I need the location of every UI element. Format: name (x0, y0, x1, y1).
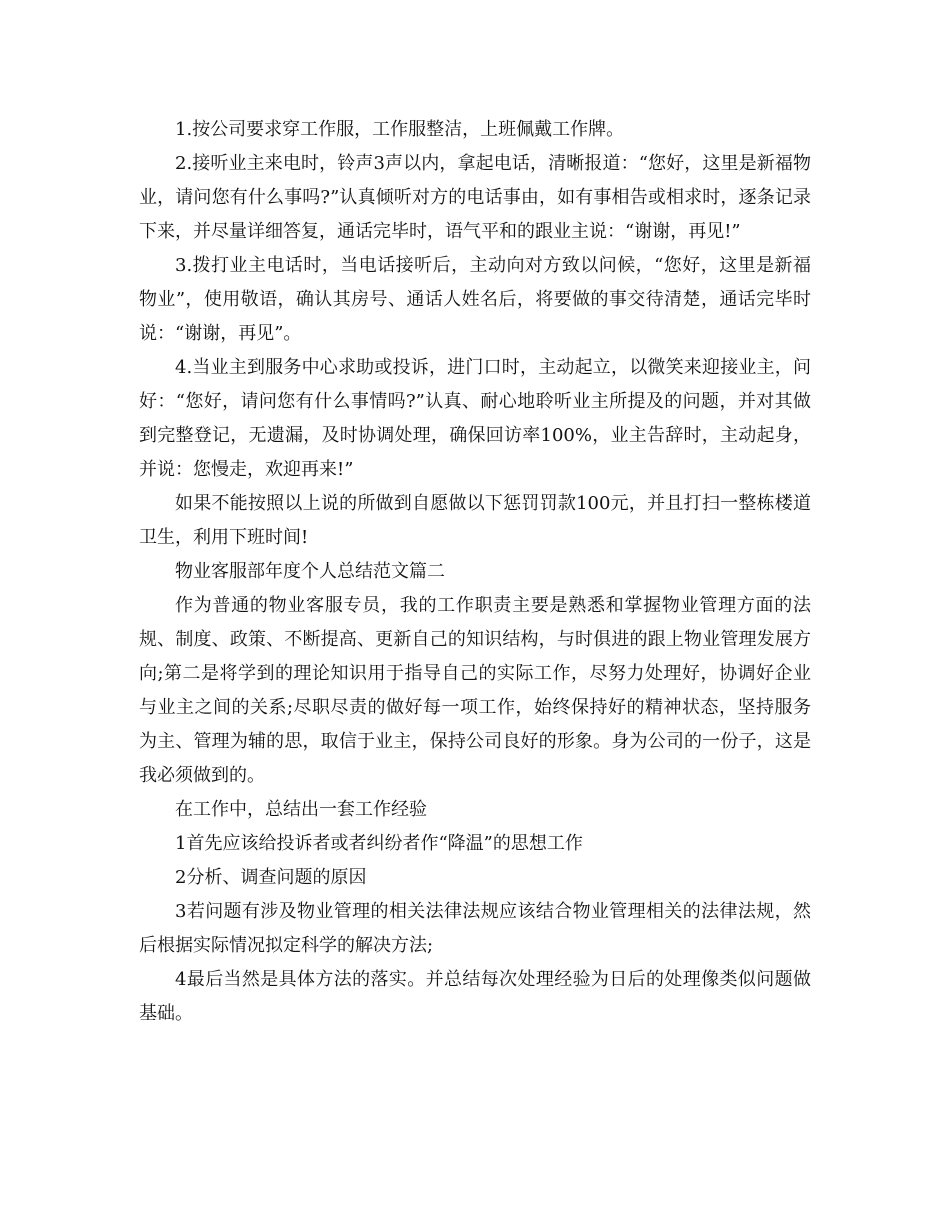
list-item-step-1: 1首先应该给投诉者或者纠纷者作“降温”的思想工作 (175, 833, 583, 854)
paragraph-visitor-reception: 4.当业主到服务中心求助或投诉，进门口时，主动起立，以微笑来迎接业主，问好：“您好，请问您有什么事情吗?”认真、耐心地聆听业主所提及的问题，并对其做到完整登记，无遗漏，及时协调处理，确保回访率100%，业主告辞时，主动起身，并说：您慢走，欢迎再来!” (139, 357, 811, 480)
paragraph-making-calls: 3.拨打业主电话时，当电话接听后，主动向对方致以问候，“您好，这里是新福物业”，使用敬语，确认其房号、通话人姓名后，将要做的事交待清楚，通话完毕时说：“谢谢，再见”。 (139, 255, 811, 344)
document-page (139, 113, 811, 1031)
paragraph-job-duties: 作为普通的物业客服专员，我的工作职责主要是熟悉和掌握物业管理方面的法规、制度、政策、不断提高、更新自己的知识结构，与时俱进的跟上物业管理发展方向;第二是将学到的理论知识用于指导自己的实际工作，尽努力处理好，协调好企业与业主之间的关系;尽职尽责的做好每一项工作，始终保持好的精神状态，坚持服务为主、管理为辅的思，取信于业主，保持公司良好的形象。身为公司的一份子，这是我必须做到的。 (139, 595, 811, 786)
list-item-step-3: 3若问题有涉及物业管理的相关法律法规应该结合物业管理相关的法律法规，然后根据实际情况拟定科学的解决方法; (139, 901, 811, 956)
paragraph-answering-calls: 2.接听业主来电时，铃声3声以内，拿起电话，清晰报道：“您好，这里是新福物业，请问您有什么事吗?”认真倾听对方的电话事由，如有事相告或相求时，逐条记录下来，并尽量详细答复，通话完毕时，语气平和的跟业主说：“谢谢，再见!” (139, 153, 811, 242)
section-title: 物业客服部年度个人总结范文篇二 (175, 561, 445, 582)
paragraph-experience-intro: 在工作中，总结出一套工作经验 (175, 799, 427, 820)
paragraph-dress-code: 1.按公司要求穿工作服，工作服整洁，上班佩戴工作牌。 (175, 119, 625, 140)
list-item-step-2: 2分析、调查问题的原因 (175, 867, 367, 888)
paragraph-penalty: 如果不能按照以上说的所做到自愿做以下惩罚罚款100元，并且打扫一整栋楼道卫生，利用下班时间! (139, 493, 811, 548)
list-item-step-4: 4最后当然是具体方法的落实。并总结每次处理经验为日后的处理像类似问题做基础。 (139, 969, 811, 1024)
